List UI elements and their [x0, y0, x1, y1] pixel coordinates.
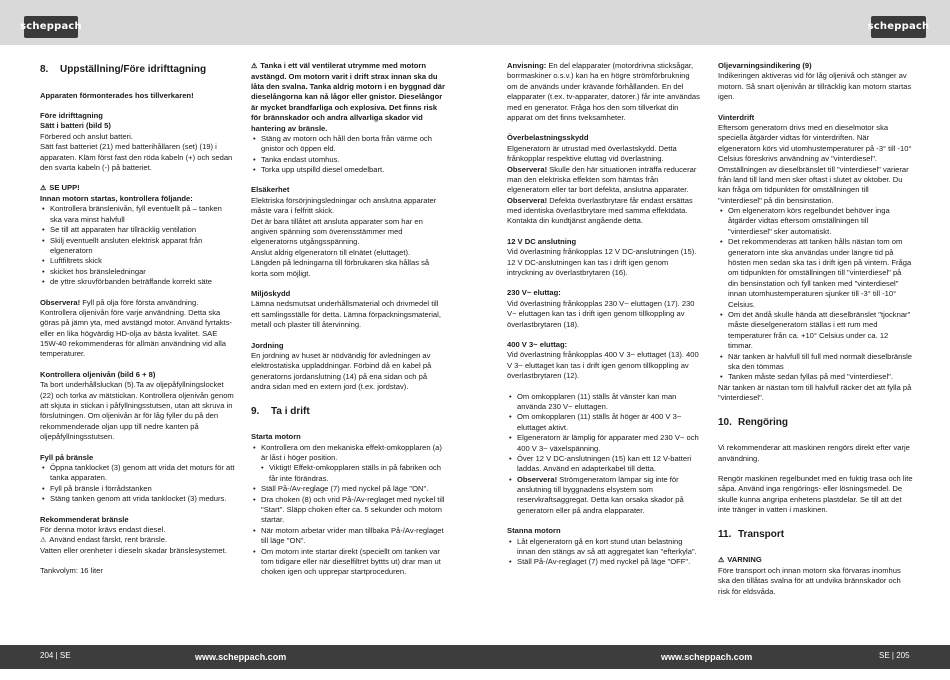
spacer [251, 279, 446, 289]
list-item: • Det rekommenderas att tanken hålls nästan tom om generatorn inte ska användas under längre tid på hösten men sedan ska tas i drift igen på vintern. Fråga om tidpunkten för omställningen till "vinterdiesel" på din bensinstation och fyll tanken med "vinterdiesel" innan utomhustemperaturen sjunker till -3° till -10° Celsius. [718, 237, 913, 310]
paragraph: Rengör maskinen regelbundet med en fuktig trasa och lite såpa. Använd inga rengörings- eller lösningsmedel. De skulle kunna angripa enhetens plastdelar. Se till att det inte tränger in vatten i maskinen. [718, 473, 913, 515]
bullet-list [718, 206, 913, 383]
spacer [40, 505, 235, 515]
paragraph: Anslut aldrig elgeneratorn till elnätet (eluttaget). [251, 247, 411, 257]
paragraph: Lämna nedsmutsat underhållsmaterial och drivmedel till ett samlingsställe för detta. Lämna förpackningsmaterial, metall och plaster till återvinning. [251, 299, 441, 330]
list-item: • När tanken är halvfull till full med normalt dieselbränsle ska den tömmas [718, 352, 913, 373]
paragraph: Sätt fast batteriet (21) med batterihållaren (set) (19) i apparaten. Kläm först fast den röda kabeln (+) och sedan den svarta kabeln (-) på batteriet. [40, 142, 233, 173]
bullet-list [40, 204, 235, 287]
paragraph: För denna motor krävs endast diesel. [40, 524, 166, 534]
list-item: • Kontrollera om den mekaniska effekt-omkopplaren (a) är låst i höger position. [251, 443, 446, 464]
list-item: • Se till att apparaten har tillräcklig ventilation [40, 225, 235, 235]
spacer [507, 330, 702, 340]
emphasis-label: Observera! [507, 195, 548, 205]
spacer [718, 404, 913, 414]
spacer [40, 288, 235, 298]
section-title: Uppställning/Före idrifttagning [60, 64, 207, 75]
paragraph [507, 61, 702, 123]
subheading: Sätt i batteri (bild 5) [40, 121, 111, 131]
paragraph-text: En del elapparater (motordrivna sticksågar, borrmaskiner o.s.v.) kan ha en högre strömförbrukning om de används under krävande förhållanden. En del elapparater (t.ex. tv-apparater, datorer.) får inte användas med en generator. Fråga hos den som tillverkat din apparat om det finns tveksamheter. [507, 61, 700, 122]
spacer [251, 331, 446, 341]
spacer [718, 103, 913, 113]
paragraph [40, 298, 235, 360]
footer-bar [0, 645, 950, 669]
list-item: • Om motorn inte startar direkt (speciellt om tanken var tom tidigare eller när dieselfiltret byttts ut) drar man ut choken igen och upprepar startproceduren. [251, 547, 446, 578]
subheading: Fyll på bränsle [40, 452, 94, 462]
emphasis-label: Observera! [517, 474, 558, 484]
spacer [718, 464, 913, 474]
spacer [40, 443, 235, 453]
list-item: • Låt elgeneratorn gå en kort stund utan belastning innan den stängs av så att aggregatet kan "efterkyla". [507, 537, 702, 558]
subheading: Miljöskydd [251, 289, 291, 298]
subheading: Rekommenderat bränsle [40, 514, 129, 524]
section-title: Ta i drift [271, 405, 310, 417]
paragraph [507, 196, 702, 227]
subheading: Elsäkerhet [251, 185, 290, 195]
section-heading [40, 63, 235, 77]
spacer [507, 516, 702, 526]
subheading: Stanna motorn [507, 526, 561, 536]
list-item: • Ställ På-/Av-reglage (7) med nyckel på läge "ON". [251, 484, 446, 494]
emphasis-label: Anvisning: [507, 61, 547, 70]
emphasis-label: Observera! [507, 164, 548, 174]
section-number: 10. [718, 416, 732, 428]
paragraph: Eftersom generatorn drivs med en dieselmotor ska speciella åtgärder vidtas för vinterdriften. När elgeneratorn körs vid utomhustemperaturer på -3° till -10° Celsius föreskrivs användning av "vinterdiesel". Omställningen av dieselbränslet till "vinterdiesel" varierar från land till land men sker oftast i slutet av oktober. Du kan fråga om tidpunkten för omställningen till "vinterdiesel" på din bensinstation. [718, 122, 912, 205]
bullet-list [507, 537, 702, 568]
spacer [718, 516, 913, 526]
paragraph: Indikeringen aktiveras vid för låg oljenivå och stänger av motorn. Så snart oljenivån är tillräcklig kan motorn startas igen. [718, 71, 912, 102]
warning-triangle-icon: ⚠ [40, 537, 47, 545]
list-item: • Elgeneratorn är lämplig för apparater med 230 V~ och 400 V 3~ växelspänning. [507, 433, 702, 454]
warning-label: VARNING [727, 555, 762, 565]
list-item: • Öppna tanklocket (3) genom att vrida det moturs för att tanka apparaten. [40, 463, 235, 484]
paragraph: Före transport och innan motorn ska förvaras inomhus ska den tillåtas svalna för att undvika brännskador och risk för eldsvåda. [718, 565, 901, 596]
spacer [251, 175, 446, 185]
paragraph-text: Fyll på olja före första användning. Kontrollera oljenivån före varje användning. Detta ska göras på jämn yta, med avstängd motor. Använd fyrtakts- eller en lika högvärdig HD-olja av bästa kvalitet. SAE 15W-40 rekommenderas för allmän användning vid alla temperaturer. [40, 297, 233, 359]
list-item: • Om omkopplaren (11) ställs åt vänster kan man använda 230 V~ eluttagen. [507, 392, 702, 413]
paragraph-text: Defekta överlastbrytare får endast ersättas med identiska överlastbrytare med samma effektdata. Kontakta din kundtjänst angående detta. [507, 195, 693, 226]
warning-triangle-icon: ⚠ [718, 557, 725, 565]
sub-list-item: • Viktigt! Effekt-omkopplaren ställs in på fabriken och får inte förändras. [251, 463, 446, 484]
subheading: Vinterdrift [718, 112, 755, 122]
subheading: Apparaten förmonterades hos tillverkaren! [40, 90, 194, 100]
column-4 [718, 61, 913, 641]
header-bar [0, 0, 950, 45]
list-item: • Ställ På-/Av-reglaget (7) med nyckel på läge "OFF". [507, 557, 702, 567]
spacer [507, 123, 702, 133]
section-heading [718, 528, 913, 542]
section-heading [718, 416, 913, 430]
paragraph-text: Skulle den här situationen inträffa reducerar man den elektriska effekten som hämtas från elgeneratorn eller tar bort defekta, anslutna apparater. [507, 164, 697, 195]
section-number: 9. [251, 405, 260, 417]
warning-text [40, 183, 235, 194]
spacer [507, 382, 702, 392]
warning-label: Tanka i ett väl ventilerat utrymme med motorn avstängd. Om motorn varit i drift strax innan ska du låta den svalna. Tanka aldrig motorn i en byggnad där dieselångorna kan nå lågor eller gnistor. Dieselångor är mycket brandfarliga och explosiva. Det finns risk för brännskador och andra allvarliga skador vid hantering av bränsle. [251, 61, 445, 133]
list-item: • Tanken måste sedan fyllas på med "vinterdiesel". [718, 372, 913, 382]
spacer [40, 101, 235, 111]
list-item: • Dra choken (8) och vrid På-/Av-reglaget med nyckel till "Start". Släpp choken efter ca. 5 sekunder och motorn startar. [251, 495, 446, 526]
list-item: • Fyll på bränsle i förrådstanken [40, 484, 235, 494]
subheading: Före idrifttagning [40, 111, 103, 121]
subheading: Kontrollera oljenivån (bild 6 + 8) [40, 369, 156, 379]
spacer [40, 360, 235, 370]
paragraph: Vid överlastning frånkopplas 400 V 3~ eluttaget (13). 400 V 3~ eluttaget kan tas i drift igen genom tillkoppling av överlastbrytaren (12). [507, 350, 699, 381]
subheading: Oljevarningsindikering (9) [718, 61, 812, 70]
paragraph [507, 165, 702, 196]
list-item: • Tanka endast utomhus. [251, 155, 446, 165]
emphasis-label: Observera! [40, 297, 81, 307]
subheading: Innan motorn startas, kontrollera följande: [40, 194, 193, 203]
subheading: 12 V DC anslutning [507, 236, 577, 246]
list-item: • Över 12 V DC-anslutningen (15) kan ett 12 V-batteri laddas. Använd en adapterkabel till detta. [507, 454, 702, 475]
list-item: • När motorn arbetar vrider man tillbaka På-/Av-reglaget till läge "ON". [251, 526, 446, 547]
paragraph: Elgeneratorn är utrustad med överlastskydd. Detta frånkopplar respektive eluttag vid överlastning. [507, 143, 677, 164]
paragraph: Tankvolym: 16 liter [40, 566, 103, 576]
warning-label: Använd endast färskt, rent bränsle. [49, 535, 168, 545]
list-item: • Torka upp utspilld diesel omedelbart. [251, 165, 446, 175]
subheading: 230 V~ eluttag: [507, 288, 561, 298]
list-item: • Om det ändå skulle hända att dieselbränslet "tjocknar" måste dieselgeneratorn ställas i ett rum med temperaturer från ca. +10° Celsius under ca. 12 timmar. [718, 310, 913, 352]
warning-text [718, 555, 913, 566]
column-1 [40, 61, 235, 641]
subheading: Starta motorn [251, 432, 301, 442]
warning-triangle-icon: ⚠ [251, 63, 258, 70]
paragraph: Längden på ledningarna till förbrukaren ska hållas så korta som möjligt. [251, 258, 430, 278]
list-item: • de yttre skruvförbanden beträffande korrekt säte [40, 277, 235, 287]
column-2 [251, 61, 446, 641]
paragraph: När tanken är nästan tom till halvfull räcker det att fylla på "vinterdiesel". [718, 382, 912, 403]
subheading: Jordning [251, 340, 284, 350]
paragraph: En jordning av huset är nödvändig för avledningen av elektrostatiska uppladdningar. Förbind då en kabel på generatorns jordanslutning (14) på ena sidan och på andra sidan med en extern jord (t.ex. jordstav). [251, 350, 432, 392]
page-number-left: 204 | SE [40, 651, 71, 660]
list-item: • Om elgeneratorn körs regelbundet behöver inga åtgärder vidtas eftersom omställningen till "vinterdiesel" sker automatiskt. [718, 206, 913, 237]
bullet-list [251, 134, 446, 176]
list-item: • Luftfiltrets skick [40, 256, 235, 266]
paragraph: Vid överlastning frånkopplas 230 V~ eluttagen (17). 230 V~ eluttagen kan tas i drift igen genom tillkoppling av överlastbrytaren (18). [507, 298, 695, 329]
spacer [40, 556, 235, 566]
paragraph: Elektriska försörjningsledningar och anslutna apparater måste vara i felfritt skick. [251, 195, 437, 216]
list-item: • Stäng av motorn och håll den borta från värme och gnistor och öppen eld. [251, 134, 446, 155]
list-item: • Stäng tanken genom att vrida tanklocket (3) medurs. [40, 494, 235, 504]
subheading: 400 V 3~ eluttag: [507, 339, 568, 349]
paragraph: Förbered och anslut batteri. [40, 131, 133, 141]
paragraph: Ta bort underhållsluckan (5).Ta av oljepåfyllningslocket (22) och torka av mätstickan. Kontrollera oljenivån genom att skjuta in stickan i påfyllningsstutsen, utan att skruva in förslutningen. Om oljenivån är för låg fyller du på den rekommenderade oljan upp till nedre kanten på oljepåfyllningsstutsen. [40, 380, 234, 442]
bullet-list [507, 392, 702, 517]
section-title: Transport [738, 528, 785, 540]
spacer [507, 227, 702, 237]
list-item: • skicket hos bränsleledningar [40, 267, 235, 277]
section-heading [251, 405, 446, 419]
paragraph: Vid överlastning frånkopplas 12 V DC-anslutningen (15). 12 V DC-anslutningen kan tas i drift igen genom intryckning av överlastbrytaren (16). [507, 247, 697, 278]
paragraph: Vi rekommenderar att maskinen rengörs direkt efter varje användning. [718, 443, 910, 463]
warning-text [251, 61, 446, 134]
paragraph: Det är bara tillåtet att ansluta apparater som har en angiven spänning som överensstämmer med elgeneratorns utgångsspänning. [251, 216, 423, 247]
website-link-right[interactable]: www.scheppach.com [661, 652, 753, 662]
page-number-right: SE | 205 [879, 651, 910, 660]
bullet-list [40, 463, 235, 505]
list-item [507, 475, 702, 517]
bullet-list [251, 443, 446, 578]
paragraph: Vatten eller orenheter i dieseln skadar bränslesystemet. [40, 545, 227, 555]
section-title: Rengöring [738, 416, 788, 428]
spacer [40, 173, 235, 183]
section-number: 11. [718, 528, 732, 540]
brand-logo-right: scheppach [871, 16, 926, 38]
brand-logo-left: scheppach [24, 16, 78, 38]
column-3 [507, 61, 702, 641]
list-item: • Om omkopplaren (11) ställs åt höger är 400 V 3~ eluttaget aktivt. [507, 412, 702, 433]
subheading: Överbelastningsskydd [507, 133, 589, 143]
list-item: • Skilj eventuellt ansluten elektrisk apparat från elgeneratorn [40, 236, 235, 257]
spacer [251, 393, 446, 403]
spacer [507, 278, 702, 288]
list-item-text: Strömgeneratorn lämpar sig inte för anslutning till byggnadens elsystem som reservkraftsaggregat. Detta kan orsaka skador på generatorn eller på andra elapparater. [517, 474, 684, 515]
section-number: 8. [40, 64, 49, 75]
warning-text [40, 535, 235, 546]
website-link-left[interactable]: www.scheppach.com [195, 652, 287, 662]
warning-triangle-icon: ⚠ [40, 185, 47, 193]
list-item: • Kontrollera bränslenivån, fyll eventuellt på – tanken ska vara minst halvfull [40, 204, 235, 225]
warning-label: SE UPP! [49, 183, 80, 193]
